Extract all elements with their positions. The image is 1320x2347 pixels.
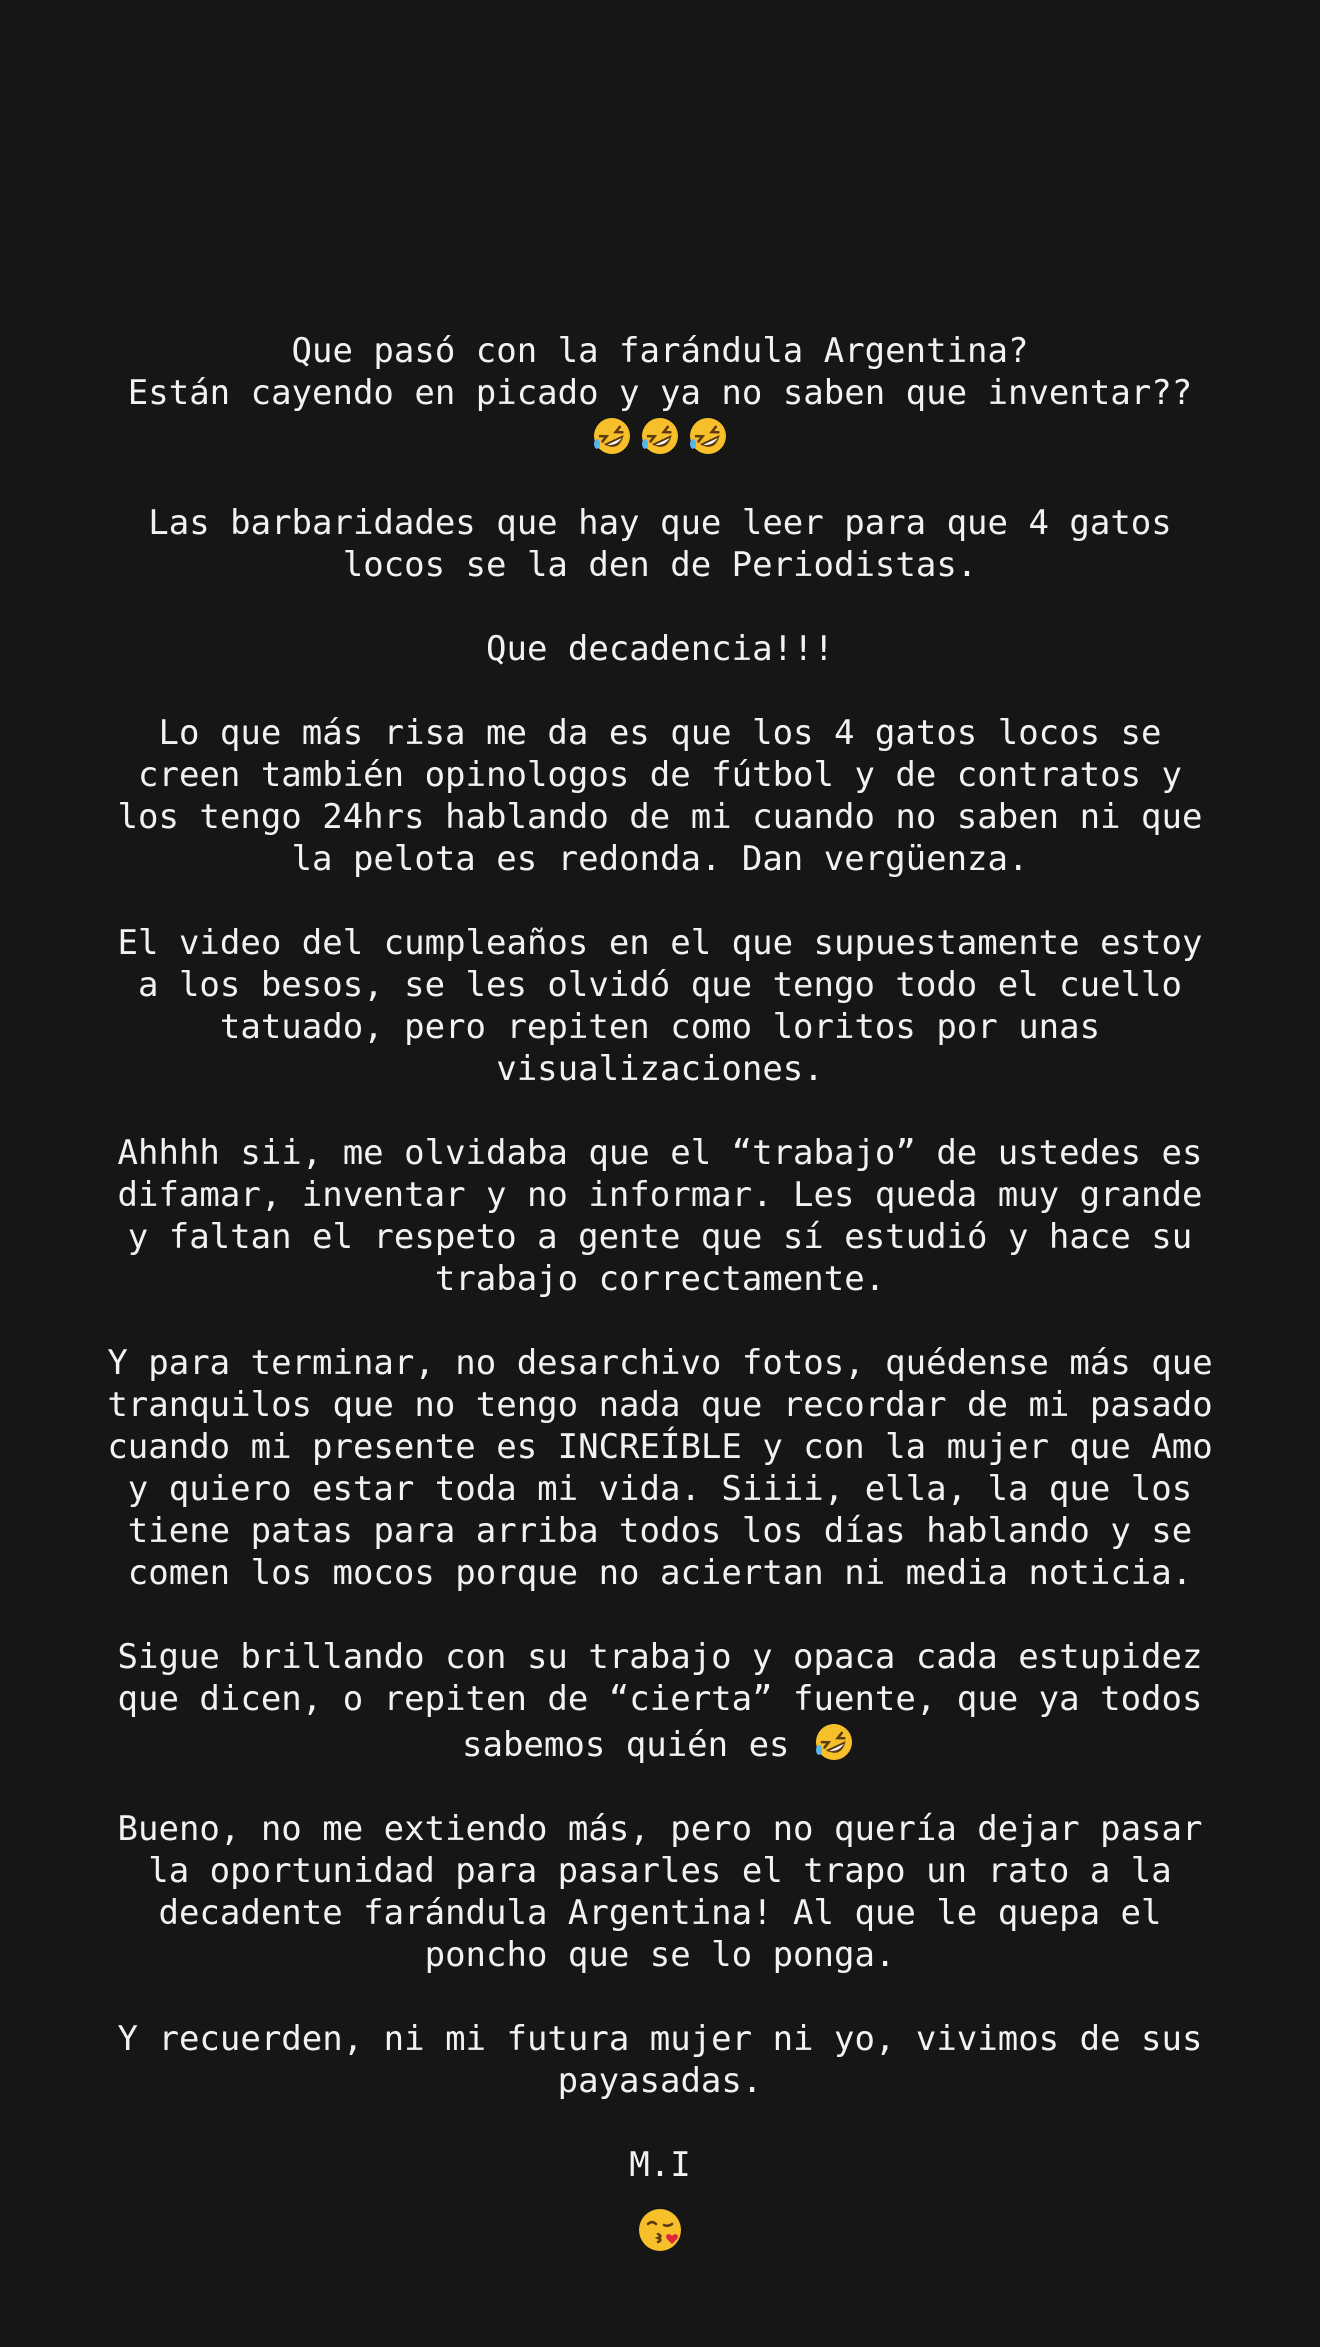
paragraph-2	[50, 502, 1270, 586]
spacer	[50, 670, 1270, 712]
text-line: tatuado, pero repiten como loritos por unas	[219, 1007, 1101, 1047]
paragraph-8	[50, 1636, 1270, 1766]
spacer	[50, 460, 1270, 502]
text-line: los tengo 24hrs hablando de mi cuando no saben ni que	[117, 797, 1203, 837]
kissing-face-emoji	[636, 2206, 684, 2254]
text-line: Lo que más risa me da es que los 4 gatos locos se	[158, 713, 1162, 753]
text-line: locos se la den de Periodistas.	[342, 545, 978, 585]
text-line: payasadas.	[557, 2061, 763, 2101]
paragraph-5	[50, 922, 1270, 1090]
paragraph-9	[50, 1808, 1270, 1976]
text-line: Bueno, no me extiendo más, pero no quería dejar pasar	[117, 1809, 1203, 1849]
text-line: decadente farándula Argentina! Al que le quepa el	[158, 1893, 1162, 1933]
text-line: Que pasó con la farándula Argentina?	[291, 331, 1029, 371]
spacer	[50, 586, 1270, 628]
text-line: comen los mocos porque no aciertan ni media noticia.	[127, 1553, 1193, 1593]
text-fragment: sabemos quién es	[462, 1725, 790, 1765]
spacer	[50, 1090, 1270, 1132]
text-line: tiene patas para arriba todos los días hablando y se	[127, 1511, 1193, 1551]
paragraph-1	[50, 330, 1270, 460]
text-line: creen también opinologos de fútbol y de contratos y	[138, 755, 1182, 795]
text-line: Sigue brillando con su trabajo y opaca cada estupidez	[117, 1637, 1203, 1677]
text-line: a los besos, se les olvidó que tengo todo el cuello	[138, 965, 1182, 1005]
text-line-with-emoji	[50, 1720, 1270, 1766]
story-text	[50, 330, 1270, 2254]
text-line: Que decadencia!!!	[486, 629, 834, 669]
text-line: El video del cumpleaños en el que supuestamente estoy	[117, 923, 1203, 963]
paragraph-6	[50, 1132, 1270, 1300]
text-line: difamar, inventar y no informar. Les queda muy grande	[117, 1175, 1203, 1215]
spacer	[50, 2102, 1270, 2144]
spacer	[50, 1594, 1270, 1636]
text-line: trabajo correctamente.	[434, 1259, 886, 1299]
spacer	[50, 1766, 1270, 1808]
text-line: visualizaciones.	[496, 1049, 824, 1089]
paragraph-4	[50, 712, 1270, 880]
spacer	[50, 880, 1270, 922]
rofl-emoji	[638, 414, 682, 458]
text-line: tranquilos que no tengo nada que recordar de mi pasado	[107, 1385, 1213, 1425]
text-line: la pelota es redonda. Dan vergüenza.	[291, 839, 1029, 879]
text-line: Y recuerden, ni mi futura mujer ni yo, vivimos de sus	[117, 2019, 1203, 2059]
emoji-row	[50, 414, 1270, 460]
rofl-emoji	[686, 414, 730, 458]
text-line: y faltan el respeto a gente que sí estudió y hace su	[127, 1217, 1193, 1257]
rofl-emoji	[590, 414, 634, 458]
signature	[50, 2144, 1270, 2186]
text-line: Y para terminar, no desarchivo fotos, quédense más que	[107, 1343, 1213, 1383]
paragraph-7	[50, 1342, 1270, 1594]
text-line: y quiero estar toda mi vida. Siiii, ella, la que los	[127, 1469, 1193, 1509]
text-line: poncho que se lo ponga.	[424, 1935, 896, 1975]
text-line: Están cayendo en picado y ya no saben que inventar??	[127, 373, 1193, 413]
text-line: la oportunidad para pasarles el trapo un rato a la	[148, 1851, 1172, 1891]
spacer	[50, 1300, 1270, 1342]
spacer	[50, 1976, 1270, 2018]
paragraph-3	[50, 628, 1270, 670]
signature-text: M.I	[629, 2145, 691, 2185]
text-line: Ahhhh sii, me olvidaba que el “trabajo” de ustedes es	[117, 1133, 1203, 1173]
text-line: que dicen, o repiten de “cierta” fuente, que ya todos	[117, 1679, 1203, 1719]
text-line: Las barbaridades que hay que leer para que 4 gatos	[148, 503, 1172, 543]
text-line: cuando mi presente es INCREÍBLE y con la mujer que Amo	[107, 1427, 1213, 1467]
paragraph-10	[50, 2018, 1270, 2102]
rofl-emoji	[812, 1720, 856, 1764]
